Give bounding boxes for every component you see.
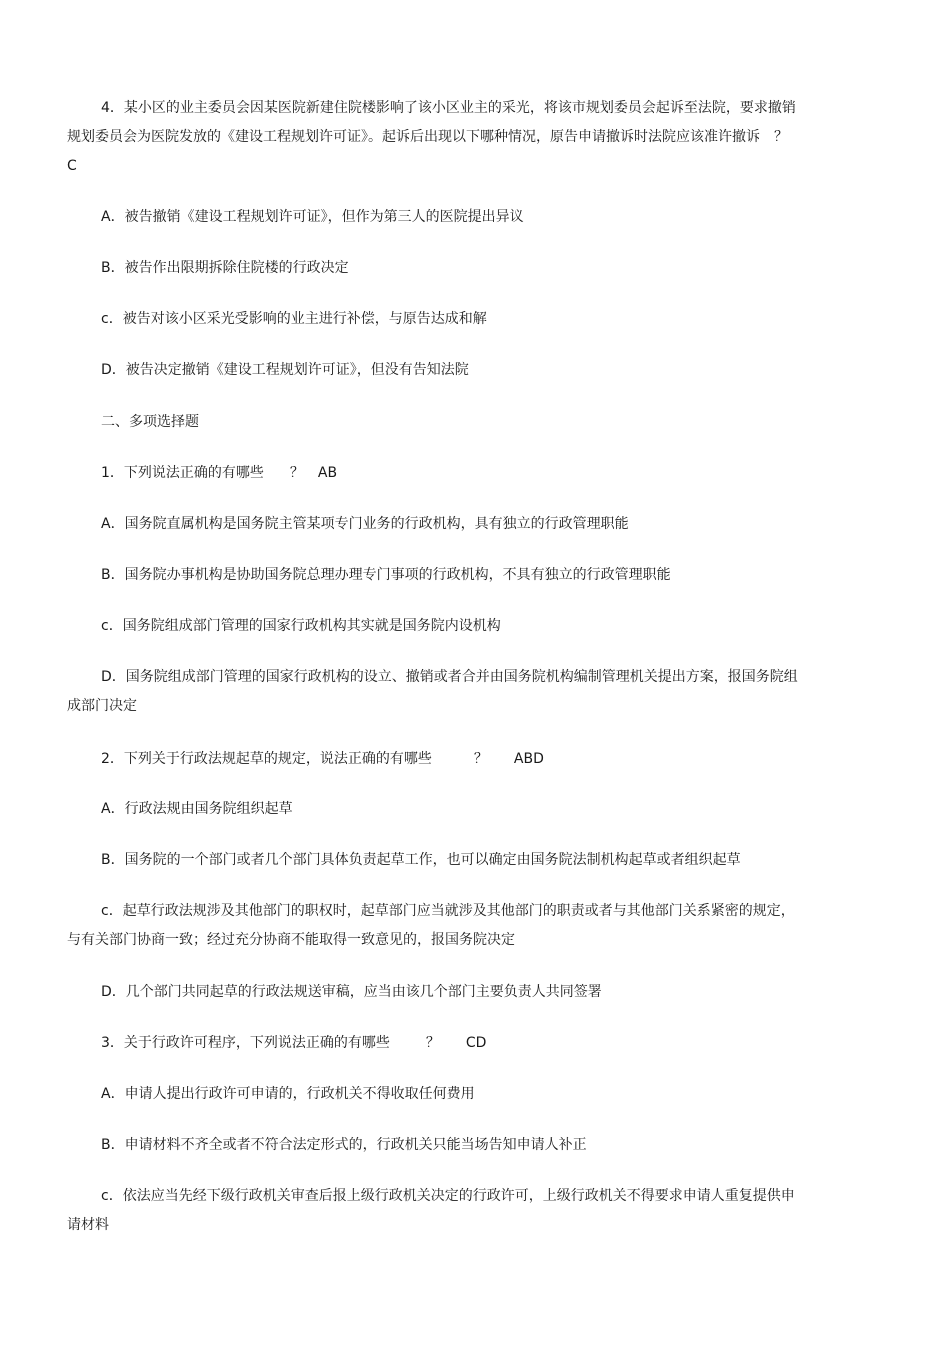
multi-question-3-text: 3．关于行政许可程序，下列说法正确的有哪些 bbox=[101, 1035, 390, 1051]
multi-question-3-option-b: B．申请材料不齐全或者不符合法定形式的，行政机关只能当场告知申请人补正 bbox=[101, 1137, 587, 1153]
multi-question-2-mark: ？ bbox=[473, 751, 488, 767]
multi-question-2-option-c: c．起草行政法规涉及其他部门的职权时，起草部门应当就涉及其他部门的职责或者与其他部门关系紧密的规定，与有关部门协商一致；经过充分协商不能取得一致意见的，报国务院决定 bbox=[67, 903, 795, 948]
section-heading-multiple-choice: 二、多项选择题 bbox=[101, 414, 199, 430]
multi-question-1-option-c: c．国务院组成部门管理的国家行政机构其实就是国务院内设机构 bbox=[101, 618, 501, 634]
multi-question-1-stem bbox=[67, 459, 802, 488]
question-4-answer: C bbox=[67, 158, 77, 174]
question-4-mark: ？ bbox=[774, 129, 788, 145]
question-4-option-c: c．被告对该小区采光受影响的业主进行补偿，与原告达成和解 bbox=[101, 311, 487, 327]
multi-question-2-option-b: B．国务院的一个部门或者几个部门具体负责起草工作，也可以确定由国务院法制机构起草或者组织起草 bbox=[101, 852, 741, 868]
multi-question-1-answer: AB bbox=[317, 465, 338, 481]
multi-question-2-option-a: A．行政法规由国务院组织起草 bbox=[101, 801, 293, 817]
multi-question-3-stem bbox=[67, 1029, 802, 1058]
question-4-stem bbox=[67, 94, 802, 181]
multi-question-3-option-c: c．依法应当先经下级行政机关审查后报上级行政机关决定的行政许可，上级行政机关不得要求申请人重复提供申请材料 bbox=[67, 1188, 795, 1233]
multi-question-3-mark: ？ bbox=[425, 1035, 440, 1051]
question-4-option-d: D．被告决定撤销《建设工程规划许可证》，但没有告知法院 bbox=[101, 362, 469, 378]
question-4-option-a: A．被告撤销《建设工程规划许可证》，但作为第三人的医院提出异议 bbox=[101, 209, 524, 225]
multi-question-1-mark: ？ bbox=[289, 465, 304, 481]
question-4-text: 4．某小区的业主委员会因某医院新建住院楼影响了该小区业主的采光，将该市规划委员会起诉至法院，要求撤销规划委员会为医院发放的《建设工程规划许可证》。起诉后出现以下哪种情况，原告申请撤诉时法院应该准许撤诉 bbox=[67, 100, 796, 145]
multi-question-2-option-d: D．几个部门共同起草的行政法规送审稿，应当由该几个部门主要负责人共同签署 bbox=[101, 984, 602, 1000]
multi-question-1-option-d: D．国务院组成部门管理的国家行政机构的设立、撤销或者合并由国务院机构编制管理机关提出方案，报国务院组成部门决定 bbox=[67, 669, 798, 714]
multi-question-1-text: 1．下列说法正确的有哪些 bbox=[101, 465, 264, 481]
question-4-option-b: B．被告作出限期拆除住院楼的行政决定 bbox=[101, 260, 349, 276]
multi-question-1-option-a: A．国务院直属机构是国务院主管某项专门业务的行政机构，具有独立的行政管理职能 bbox=[101, 516, 629, 532]
multi-question-1-option-b: B．国务院办事机构是协助国务院总理办理专门事项的行政机构，不具有独立的行政管理职能 bbox=[101, 567, 671, 583]
multi-question-2-answer: ABD bbox=[513, 751, 544, 767]
multi-question-2-stem bbox=[67, 745, 802, 774]
multi-question-3-answer: CD bbox=[465, 1035, 487, 1051]
multi-question-2-text: 2．下列关于行政法规起草的规定，说法正确的有哪些 bbox=[101, 751, 432, 767]
multi-question-3-option-a: A．申请人提出行政许可申请的，行政机关不得收取任何费用 bbox=[101, 1086, 475, 1102]
